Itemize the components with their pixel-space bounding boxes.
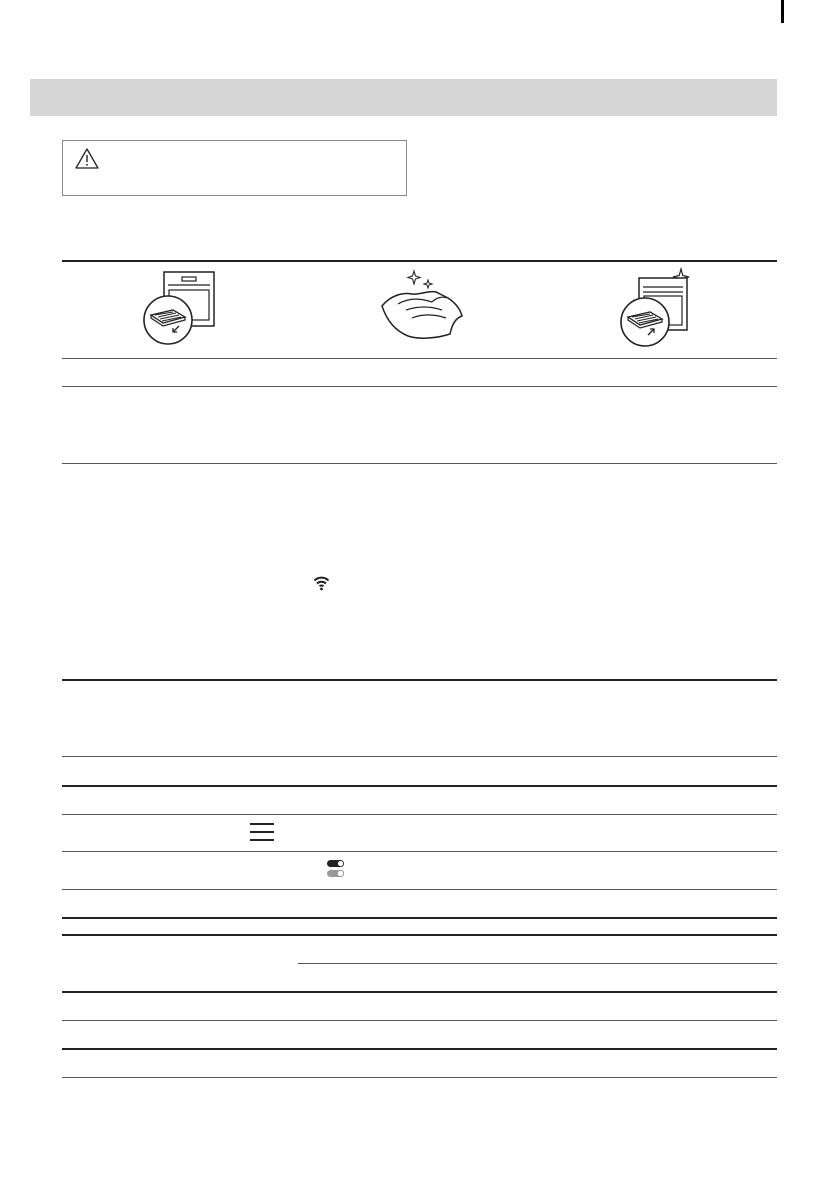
table-rule: [62, 889, 777, 890]
table-rule: [62, 785, 777, 787]
toggle-switch-icon: [326, 859, 346, 884]
table-rule: [62, 917, 777, 919]
table-rule: [62, 851, 777, 852]
oven-insert-accessory-clean-icon: [615, 266, 697, 353]
table-rule: [62, 1020, 777, 1021]
table-rule: [62, 1077, 777, 1078]
warning-box: [62, 140, 407, 196]
table-rule: [62, 1048, 777, 1050]
section-header-bar: [30, 79, 777, 116]
oven-remove-accessory-icon: [138, 268, 220, 353]
table-rule: [62, 386, 777, 387]
crop-mark: [781, 0, 784, 23]
wifi-icon: [313, 574, 330, 596]
warning-triangle-icon: [75, 148, 99, 169]
table-rule: [62, 934, 777, 936]
table-rule: [62, 260, 777, 262]
hand-cleaning-sparkle-icon: [376, 268, 466, 345]
table-rule: [62, 991, 777, 993]
table-rule: [62, 679, 777, 681]
table-rule: [62, 463, 777, 464]
table-rule: [62, 814, 777, 815]
table-rule: [62, 358, 777, 359]
table-rule: [62, 756, 777, 757]
table-rule: [298, 963, 777, 964]
menu-icon: [250, 822, 274, 847]
